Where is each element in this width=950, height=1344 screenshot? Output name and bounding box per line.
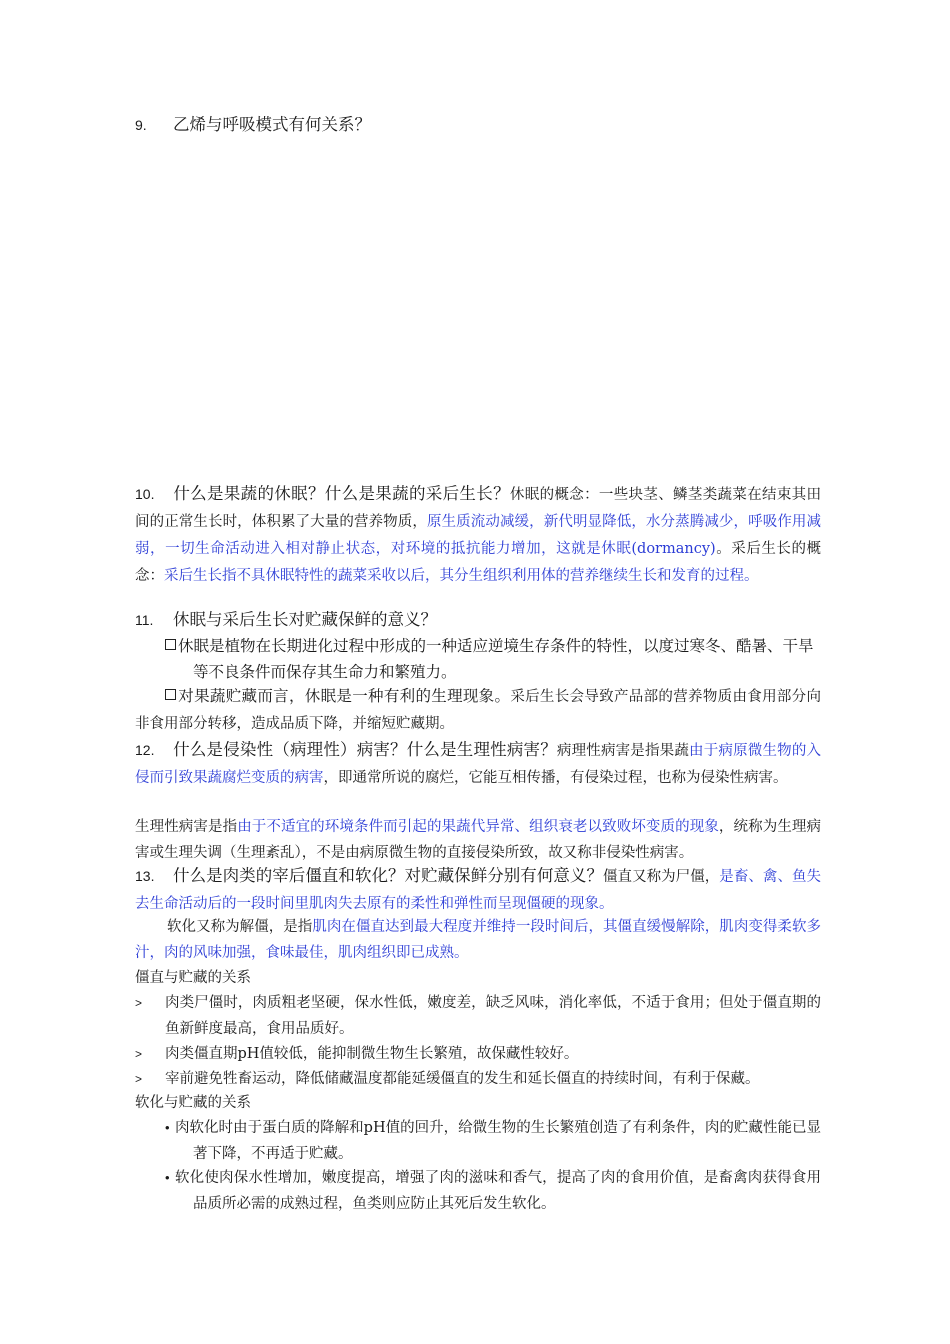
answer-text: 。采后生长的概念：: [135, 541, 821, 584]
softening-storage-heading: 软化与贮藏的关系: [135, 1095, 251, 1111]
question-title: 乙烯与呼吸模式有何关系？: [173, 115, 371, 134]
question-number: 12.: [135, 742, 155, 758]
softening-paragraph: [135, 914, 821, 966]
question-number: 9.: [135, 117, 147, 133]
checkbox-square-icon: [165, 639, 176, 650]
list-item: [165, 1165, 821, 1217]
answer-highlight: 是畜、禽、鱼失去生命活动后的一段时间里肌肉失去原有的柔性和弹性而呈现僵硬的现象。: [135, 869, 822, 912]
question-12: [135, 737, 821, 791]
question-13: [135, 863, 821, 917]
list-item-text: 肉类僵直期pH值较低，能抑制微生物生长繁殖，故保藏性较好。: [165, 1046, 579, 1062]
answer-text: ，统称为生理病害或生理失调（生理紊乱），不是由病原微生物的直接侵染所致，故又称非侵染性病害。: [135, 819, 822, 861]
answer-highlight: 原生质流动减缓，新代明显降低，水分蒸腾减少，呼吸作用减弱，一切生命活动进入相对静止状态，对环境的抵抗能力增加，这就是休眠(dormancy): [135, 514, 822, 557]
answer-text: 软化又称为解僵，是指: [167, 919, 313, 935]
question-number: 13.: [135, 868, 155, 884]
answer-point-1: [165, 633, 821, 685]
answer-point-2: [135, 683, 821, 737]
answer-highlight: 由于不适宜的环境条件而引起的果蔬代异常、组织衰老以致败坏变质的现象: [237, 819, 719, 835]
answer-text: 休眠的概念：一些块茎、鳞茎类蔬菜在结束其田间的正常生长时，体积累了大量的营养物质，: [135, 487, 822, 530]
rigor-storage-heading: 僵直与贮藏的关系: [135, 970, 251, 986]
list-item-text: 肉类尸僵时，肉质粗老坚硬，保水性低，嫩度差，缺乏风味，消化率低，不适于食用；但处于僵直期的鱼新鲜度最高，食用品质好。: [165, 995, 821, 1037]
bullet-marker: •: [165, 1120, 170, 1135]
answer-text: 生理性病害是指: [135, 819, 238, 835]
answer-highlight: 肌肉在僵直达到最大程度并维持一段时间后，其僵直缓慢解除，肌肉变得柔软多汁，肉的风味加强，食味最佳，肌肉组织即已成熟。: [135, 919, 821, 961]
question-number: 11.: [135, 612, 154, 628]
list-item-text: 宰前避免牲畜运动，降低储藏温度都能延缓僵直的发生和延长僵直的持续时间，有利于保藏。: [165, 1071, 760, 1087]
list-item: [135, 1066, 821, 1092]
answer-highlight: 采后生长指不具休眠特性的蔬菜采收以后，其分生组织利用体的营养继续生长和发育的过程。: [164, 568, 759, 584]
bullet-marker: >: [135, 996, 143, 1010]
list-item-text: 肉软化时由于蛋白质的降解和pH值的回升，给微生物的生长繁殖创造了有利条件，肉的贮藏性能已显著下降，不再适于贮藏。: [175, 1120, 821, 1162]
physiological-disease-paragraph: [135, 814, 821, 866]
checkbox-square-icon: [165, 689, 176, 700]
question-number: 10.: [135, 486, 155, 502]
answer-text: 采后生长会导致产品部的营养物质由食用部分向非食用部分转移，造成品质下降，并缩短贮藏期。: [135, 689, 821, 732]
list-item: [165, 1115, 821, 1167]
answer-text: 病理性病害是指果蔬: [556, 743, 690, 759]
question-title: 什么是侵染性（病理性）病害？什么是生理性病害？: [173, 740, 557, 759]
answer-text: 僵直又称为尸僵，: [603, 869, 720, 885]
list-item-text: 软化使肉保水性增加，嫩度提高，增强了肉的滋味和香气，提高了肉的食用价值，是畜禽肉获得食用品质所必需的成熟过程，鱼类则应防止其死后发生软化。: [175, 1170, 821, 1212]
bullet-marker: >: [135, 1047, 143, 1061]
question-10: [135, 481, 821, 589]
question-title: 什么是肉类的宰后僵直和软化？对贮藏保鲜分别有何意义？: [173, 866, 603, 885]
question-9: [135, 112, 821, 138]
answer-text: 休眠是植物在长期进化过程中形成的一种适应逆境生存条件的特性，以度过寒冬、酷暑、干旱等不良条件而保存其生命力和繁殖力。: [178, 637, 814, 681]
list-item: [135, 990, 821, 1042]
question-title: 休眠与采后生长对贮藏保鲜的意义？: [173, 610, 437, 629]
list-item: [135, 1041, 821, 1067]
answer-text: ，即通常所说的腐烂，它能互相传播，有侵染过程，也称为侵染性病害。: [323, 770, 788, 786]
bullet-marker: •: [165, 1170, 170, 1185]
bullet-marker: >: [135, 1072, 143, 1086]
answer-text: 对果蔬贮藏而言，休眠是一种有利的生理现象。: [178, 687, 511, 705]
question-11: [135, 607, 821, 633]
answer-highlight: 由于病原微生物的入侵而引致果蔬腐烂变质的病害: [135, 743, 822, 786]
question-title: 什么是果蔬的休眠？什么是果蔬的采后生长？: [173, 484, 510, 503]
